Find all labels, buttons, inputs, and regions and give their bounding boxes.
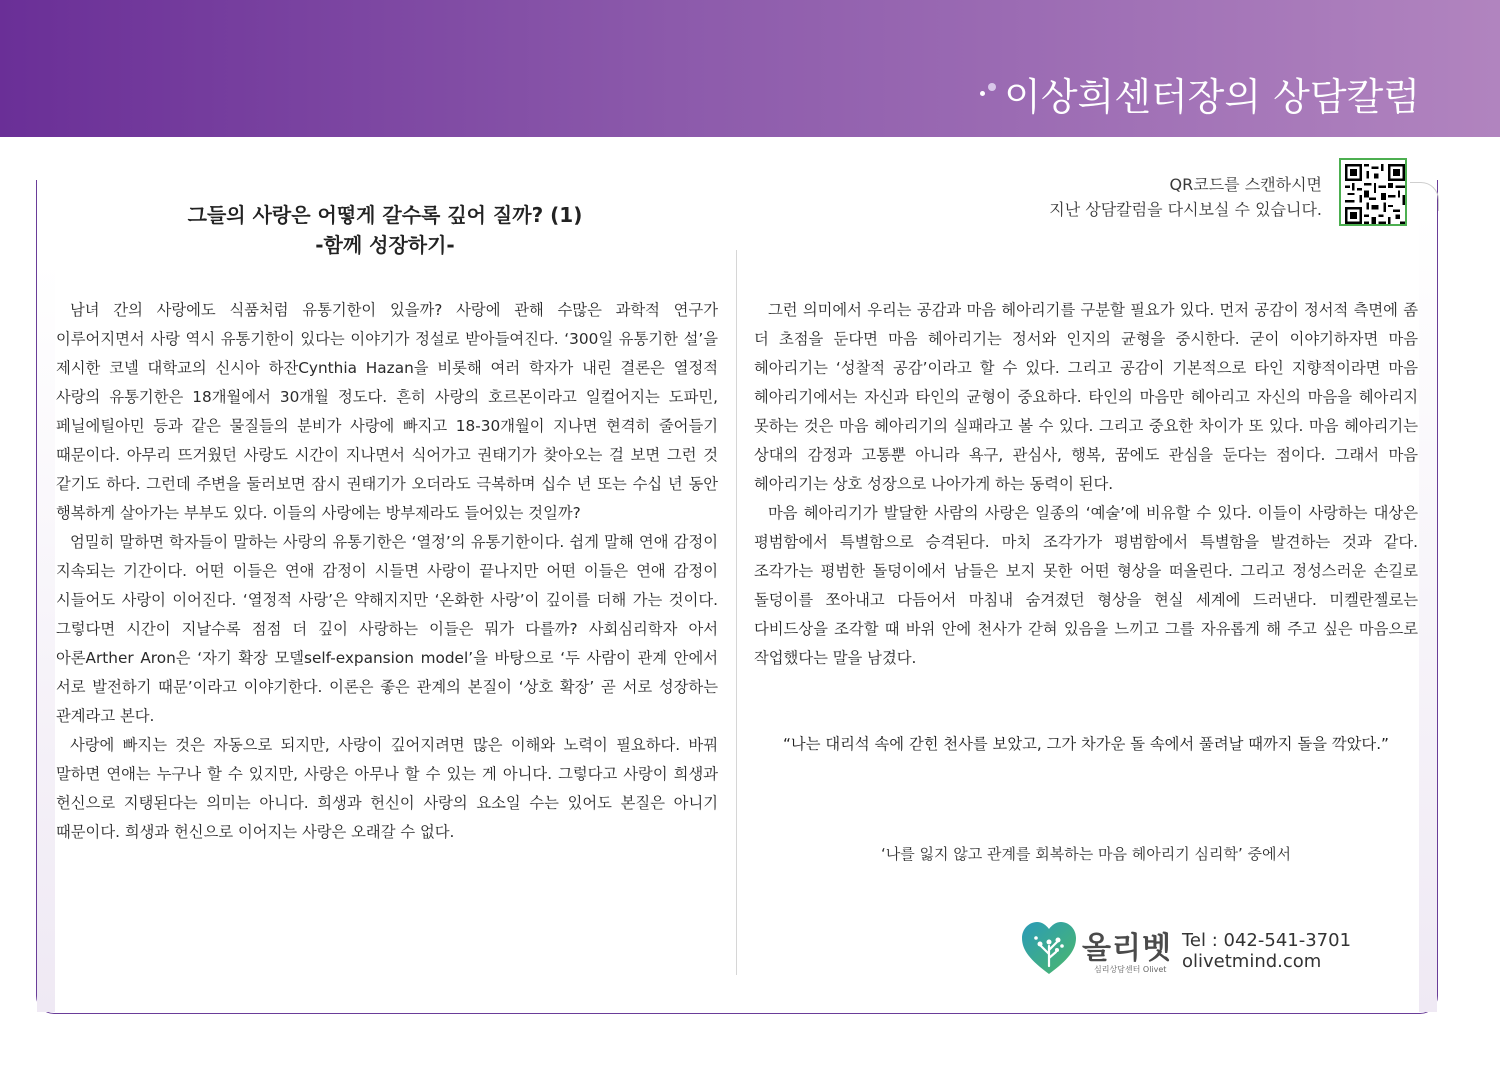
logo-subtitle: 심리상담센터 Olivet [1094,965,1167,974]
frame-shade-right [1419,210,1437,1012]
contact-phone: Tel : 042-541-3701 [1182,930,1352,951]
article-paragraph: 사랑에 빠지는 것은 자동으로 되지만, 사랑이 깊어지려면 많은 이해와 노력이 필요하다. 바꿔 말하면 연애는 누구나 할 수 있지만, 사랑은 아무나 할 수 있는 게 아니다. 그렇다고 사랑이 희생과 헌신으로 지탱된다는 의미는 아니다. 희생과 헌신이 사랑의 요소일 수는 있어도 본질은 아니기 때문이다. 희생과 헌신으로 이어지는 사랑은 오래갈 수 없다. [56,736,718,841]
article-paragraph: 남녀 간의 사랑에도 식품처럼 유통기한이 있을까? 사랑에 관해 수많은 과학적 연구가 이루어지면서 사랑 역시 유통기한이 있다는 이야기가 정설로 받아들여진다. ‘300일 유통기한 설’을 제시한 코넬 대학교의 신시아 하잔Cynthia Hazan을 비롯해 여러 학자가 내린 결론은 열정적 사랑의 유통기한은 18개월에서 30개월 정도다. 흔히 사랑의 호르몬이라고 일컬어지는 도파민, 페닐에틸아민 등과 같은 물질들의 분비가 사랑에 빠지고 18-30개월이 지나면 현격히 줄어들기 때문이다. 아무리 뜨거웠던 사랑도 시간이 지나면서 식어가고 권태기가 찾아오는 걸 보면 그런 것 같기도 하다. 그런데 주변을 둘러보면 잠시 권태기가 오더라도 극복하며 십수 년 또는 수십 년 동안 행복하게 살아가는 부부도 있다. 이들의 사랑에는 방부제라도 들어있는 것일까? [56,301,718,522]
article-title: 그들의 사랑은 어떻게 갈수록 깊어 질까? (1) [187,203,583,227]
article-paragraph: 엄밀히 말하면 학자들이 말하는 사랑의 유통기한은 ‘열정’의 유통기한이다. 쉽게 말해 연애 감정이 지속되는 기간이다. 어떤 이들은 연애 감정이 시들면 사랑이 끝나지만 어떤 이들은 연애 감정이 시들어도 사랑이 이어진다. ‘열정적 사랑’은 약해지지만 ‘온화한 사랑’이 깊이를 더해 가는 것이다. 그렇다면 시간이 지날수록 점점 더 깊이 사랑하는 이들은 뭐가 다를까? 사회심리학자 아서 아론Arther Aron은 ‘자기 확장 모델self-expansion model’을 바탕으로 ‘두 사람이 관계 안에서 서로 발전하기 때문’이라고 이야기한다. 이론은 좋은 관계의 본질이 ‘상호 확장’ 곧 서로 성장하는 관계라고 본다. [56,533,718,725]
article-quote: “나는 대리석 속에 갇힌 천사를 보았고, 그가 차가운 돌 속에서 풀려날 때까지 돌을 깍았다.” [783,735,1389,753]
article-source: ‘나를 잃지 않고 관계를 회복하는 마음 헤아리기 심리학’ 중에서 [881,845,1291,863]
qr-caption [1049,172,1322,222]
qr-caption-line1: QR코드를 스캔하시면 [1169,175,1322,194]
olivet-heart-logo-icon [1020,920,1078,976]
logo-name: 올리벳 [1082,931,1172,966]
header-title-group [978,66,1420,121]
column-divider [736,250,737,975]
article-paragraph: 그런 의미에서 우리는 공감과 마음 헤아리기를 구분할 필요가 있다. 먼저 공감이 정서적 측면에 좀 더 초점을 둔다면 마음 헤아리기는 정서와 인지의 균형을 중시한다. 굳이 이야기하자면 마음 헤아리기는 ‘성찰적 공감’이라고 할 수 있다. 그리고 공감이 기본적으로 타인 지향적이라면 마음 헤아리기에서는 자신과 타인의 균형이 중요하다. 타인의 마음만 헤아리고 자신의 마음을 헤아리지 못하는 것은 마음 헤아리기의 실패라고 볼 수 있다. 그리고 중요한 차이가 또 있다. 마음 헤아리기는 상대의 감정과 고통뿐 아니라 욕구, 관심사, 행복, 꿈에도 관심을 둔다는 점이다. 그래서 마음 헤아리기는 상호 성장으로 나아가게 하는 동력이 된다. [754,301,1418,493]
qr-code-icon [1345,164,1405,224]
article-paragraph: 마음 헤아리기가 발달한 사람의 사랑은 일종의 ‘예술’에 비유할 수 있다. 이들이 사랑하는 대상은 평범함에서 특별함으로 승격된다. 마치 조각가가 평범함에서 특별함을 발견하는 것과 같다. 조각가는 평범한 돌덩이에서 남들은 보지 못한 어떤 형상을 떠올린다. 그리고 정성스러운 손길로 돌덩이를 쪼아내고 다듬어서 마침내 숨겨졌던 형상을 현실 세계에 드러낸다. 미켈란젤로는 다비드상을 조각할 때 바위 안에 천사가 갇혀 있음을 느끼고 그를 자유롭게 해 주고 싶은 마음으로 작업했다는 말을 남겼다. [754,504,1418,667]
article-right-column [754,296,1418,673]
article-left-column [56,296,718,847]
article-subtitle: -함께 성장하기- [315,233,455,257]
header-title: 이상희센터장의 상담칼럼 [1004,75,1420,119]
bullet-dots-icon [978,79,1000,109]
qr-code[interactable] [1339,158,1407,226]
qr-caption-line2: 지난 상담칼럼을 다시보실 수 있습니다. [1049,200,1322,219]
header-banner [0,0,1500,137]
contact-website-link[interactable]: olivetmind.com [1182,951,1322,972]
frame-shade-left [37,260,55,1012]
